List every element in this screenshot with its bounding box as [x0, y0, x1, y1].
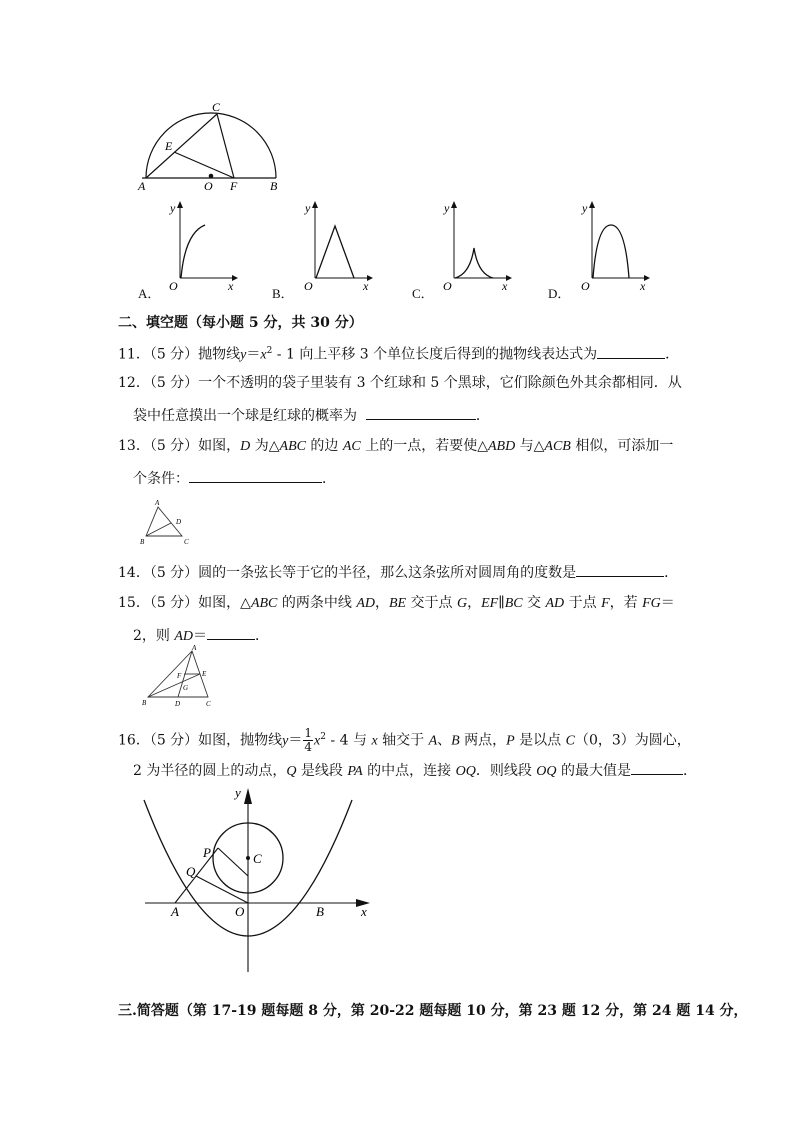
svg-text:C: C: [206, 700, 211, 708]
question-15-line2: 2，则 AD＝ ．: [133, 625, 269, 646]
label-F: F: [230, 179, 238, 193]
svg-text:x: x: [361, 904, 367, 919]
question-13-line1: 13．（5 分）如图，D 为△ABC 的边 AC 上的一点，若要使△ABD 与△ACB 相似，可添加一: [118, 438, 674, 454]
label-C: C: [212, 100, 221, 114]
label-A: A: [138, 179, 146, 193]
choice-B-graph: [295, 198, 375, 298]
svg-text:A: A: [192, 645, 197, 652]
choice-C-o: O: [443, 279, 452, 293]
svg-text:P: P: [203, 845, 211, 860]
question-12-line2: 袋中任意摸出一个球是红球的概率为 ．: [133, 405, 490, 425]
svg-text:B: B: [316, 904, 324, 919]
question-11: 11．（5 分）抛物线$y=x^2 - 1$ 向上平移 3 个单位长度后得到的抛物线表达式为 ．: [118, 342, 679, 365]
choice-D-graph: [572, 198, 652, 298]
answer-blank-14[interactable]: [576, 562, 664, 577]
svg-text:C: C: [253, 851, 262, 866]
fraction-one-quarter: $\frac{1}{4}$: [304, 726, 313, 755]
choice-B-o: O: [304, 279, 313, 293]
choice-A-y: y: [170, 201, 176, 215]
svg-text:F: F: [177, 672, 182, 680]
section-3-title: 三.简答题（第 17-19 题每题 8 分，第 20-22 题每题 10 分，第 23 题 12 分，第 24 题 14 分，: [118, 1003, 748, 1019]
question-13-figure: [138, 498, 198, 548]
svg-text:A: A: [171, 904, 179, 919]
question-16-line1: 16．（5 分）如图，抛物线y＝ $\frac{1}{4}$ $x^2 - 4$ 与 x 轴交于 A、B 两点，P 是以点 C（0，3）为圆心，: [118, 726, 691, 755]
choice-B-y: y: [305, 201, 311, 215]
choice-D-y: y: [582, 201, 588, 215]
svg-text:D: D: [175, 700, 181, 708]
svg-text:B: B: [142, 699, 147, 707]
answer-blank-11[interactable]: [597, 344, 665, 359]
svg-text:C: C: [184, 538, 189, 546]
choice-A-x: x: [228, 279, 234, 293]
svg-text:O: O: [235, 904, 245, 919]
question-15-line1: 15．（5 分）如图，△ABC 的两条中线 AD，BE 交于点 G，EF∥BC 交 AD 于点 F，若 FG＝: [118, 595, 675, 611]
semicircle-figure: [130, 100, 290, 195]
question-15-figure: [140, 645, 220, 710]
label-B: B: [270, 179, 278, 193]
answer-blank-13[interactable]: [189, 468, 322, 483]
answer-blank-15[interactable]: [207, 625, 255, 640]
svg-text:G: G: [183, 684, 189, 692]
svg-text:B: B: [140, 538, 145, 546]
choice-C-letter: C．: [412, 286, 434, 301]
choice-A-letter: A．: [138, 286, 161, 301]
svg-text:A: A: [155, 499, 160, 507]
svg-text:E: E: [202, 670, 207, 678]
choice-A-graph: [160, 198, 240, 298]
question-16-figure: [130, 782, 380, 977]
choice-D-letter: D．: [548, 286, 571, 301]
answer-blank-12[interactable]: [366, 405, 476, 420]
question-13-line2: 个条件： ．: [133, 468, 336, 488]
svg-text:y: y: [235, 785, 241, 800]
choice-A-o: O: [169, 279, 178, 293]
choice-C-y: y: [444, 201, 450, 215]
question-12-line1: 12．（5 分）一个不透明的袋子里装有 3 个红球和 5 个黑球，它们除颜色外其余都相同．从: [118, 375, 682, 391]
answer-blank-16[interactable]: [631, 760, 683, 775]
label-O: O: [204, 179, 213, 193]
choice-B-letter: B．: [272, 286, 294, 301]
choice-D-o: O: [581, 279, 590, 293]
svg-text:Q: Q: [186, 864, 196, 879]
question-14: 14．（5 分）圆的一条弦长等于它的半径，那么这条弦所对圆周角的度数是 ．: [118, 562, 678, 582]
question-16-line2: 2 为半径的圆上的动点，Q 是线段 PA 的中点，连接 OQ．则线段 OQ 的最大值是 ．: [133, 760, 697, 781]
section-2-title: 二、填空题（每小题 5 分，共 30 分）: [118, 315, 363, 331]
choice-C-graph: [434, 198, 514, 298]
choice-D-x: x: [640, 279, 646, 293]
choice-B-x: x: [363, 279, 369, 293]
choice-C-x: x: [502, 279, 508, 293]
svg-text:D: D: [176, 518, 182, 526]
label-E: E: [165, 139, 173, 153]
